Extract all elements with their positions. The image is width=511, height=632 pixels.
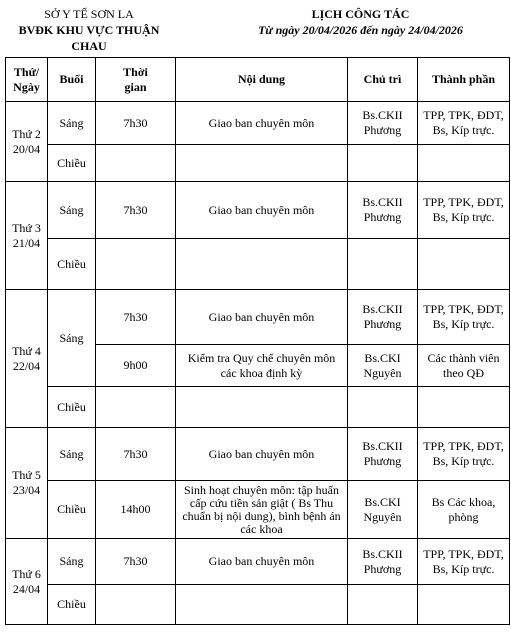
day-cell: Thứ 2 20/04 — [6, 102, 48, 182]
col-chair: Chủ trì — [348, 58, 418, 102]
session-cell: Chiều — [48, 387, 96, 428]
time-cell — [96, 387, 176, 428]
table-row — [6, 239, 510, 290]
table-row — [6, 145, 510, 182]
date-range: Từ ngày 20/04/2026 đến ngày 24/04/2026 — [258, 23, 463, 37]
chair-cell — [348, 585, 418, 625]
day-cell: Thứ 4 22/04 — [6, 290, 48, 428]
chair-cell: Bs.CKII Phương — [348, 102, 418, 145]
session-cell: Chiều — [48, 481, 96, 539]
day-cell: Thứ 3 21/04 — [6, 182, 48, 290]
members-cell: TPP, TPK, ĐDT, Bs, Kíp trực. — [418, 428, 510, 481]
session-cell: Chiều — [48, 145, 96, 182]
content-cell — [176, 585, 348, 625]
table-row — [6, 102, 510, 145]
members-cell: TPP, TPK, ĐDT, Bs, Kíp trực. — [418, 182, 510, 239]
chair-cell: Bs.CKII Phương — [348, 428, 418, 481]
session-cell: Sáng — [48, 182, 96, 239]
content-cell: Giao ban chuyên môn — [176, 290, 348, 345]
org-line-2: BVĐK KHU VỰC THUẬN CHAU — [18, 23, 160, 53]
members-cell: TPP, TPK, ĐDT, Bs, Kíp trực. — [418, 539, 510, 585]
content-cell: Kiểm tra Quy chế chuyên môn các khoa định kỳ — [176, 345, 348, 387]
session-cell: Sáng — [48, 539, 96, 585]
session-cell: Chiều — [48, 585, 96, 625]
day-cell: Thứ 6 24/04 — [6, 539, 48, 625]
org-header — [0, 0, 178, 53]
table-row — [6, 182, 510, 239]
content-cell: Giao ban chuyên môn — [176, 182, 348, 239]
members-cell — [418, 239, 510, 290]
title-header — [210, 0, 511, 50]
page-title: LỊCH CÔNG TÁC — [311, 7, 410, 21]
content-cell: Giao ban chuyên môn — [176, 539, 348, 585]
header-row — [6, 58, 510, 102]
time-cell: 7h30 — [96, 290, 176, 345]
time-cell — [96, 239, 176, 290]
time-cell: 7h30 — [96, 182, 176, 239]
table-row — [6, 428, 510, 481]
content-cell — [176, 239, 348, 290]
table-row — [6, 585, 510, 625]
time-cell: 14h00 — [96, 481, 176, 539]
chair-cell: Bs.CKII Phương — [348, 539, 418, 585]
chair-cell: Bs.CKI Nguyên — [348, 345, 418, 387]
chair-cell — [348, 145, 418, 182]
table-row — [6, 387, 510, 428]
chair-cell — [348, 387, 418, 428]
time-cell: 7h30 — [96, 428, 176, 481]
time-cell: 9h00 — [96, 345, 176, 387]
org-line-1: SỞ Y TẾ SƠN LA — [44, 7, 134, 21]
col-members: Thành phần — [418, 58, 510, 102]
col-day: Thứ/ Ngày — [6, 58, 48, 102]
members-cell: TPP, TPK, ĐDT, Bs, Kíp trực. — [418, 290, 510, 345]
members-cell: TPP, TPK, ĐDT, Bs, Kíp trực. — [418, 102, 510, 145]
chair-cell: Bs.CKII Phương — [348, 290, 418, 345]
content-cell — [176, 387, 348, 428]
members-cell: Các thành viên theo QĐ — [418, 345, 510, 387]
day-cell: Thứ 5 23/04 — [6, 428, 48, 539]
content-cell — [176, 145, 348, 182]
chair-cell — [348, 239, 418, 290]
content-cell: Giao ban chuyên môn — [176, 102, 348, 145]
time-cell — [96, 145, 176, 182]
content-cell: Giao ban chuyên môn — [176, 428, 348, 481]
session-cell: Chiều — [48, 239, 96, 290]
time-cell — [96, 585, 176, 625]
members-cell: Bs Các khoa, phòng — [418, 481, 510, 539]
col-content: Nội dung — [176, 58, 348, 102]
members-cell — [418, 387, 510, 428]
table-row — [6, 290, 510, 345]
table-row — [6, 481, 510, 539]
time-cell: 7h30 — [96, 102, 176, 145]
members-cell — [418, 145, 510, 182]
time-cell: 7h30 — [96, 539, 176, 585]
chair-cell: Bs.CKI Nguyên — [348, 481, 418, 539]
session-cell: Sáng — [48, 290, 96, 387]
table-row — [6, 539, 510, 585]
col-time: Thời gian — [96, 58, 176, 102]
chair-cell: Bs.CKII Phương — [348, 182, 418, 239]
session-cell: Sáng — [48, 102, 96, 145]
col-session: Buổi — [48, 58, 96, 102]
session-cell: Sáng — [48, 428, 96, 481]
members-cell — [418, 585, 510, 625]
schedule-table — [5, 57, 510, 625]
content-cell: Sinh hoạt chuyên môn: tập huấn cấp cứu tiền sản giật ( Bs Thu chuẩn bị nội dung), bình bệnh án các khoa — [176, 481, 348, 539]
